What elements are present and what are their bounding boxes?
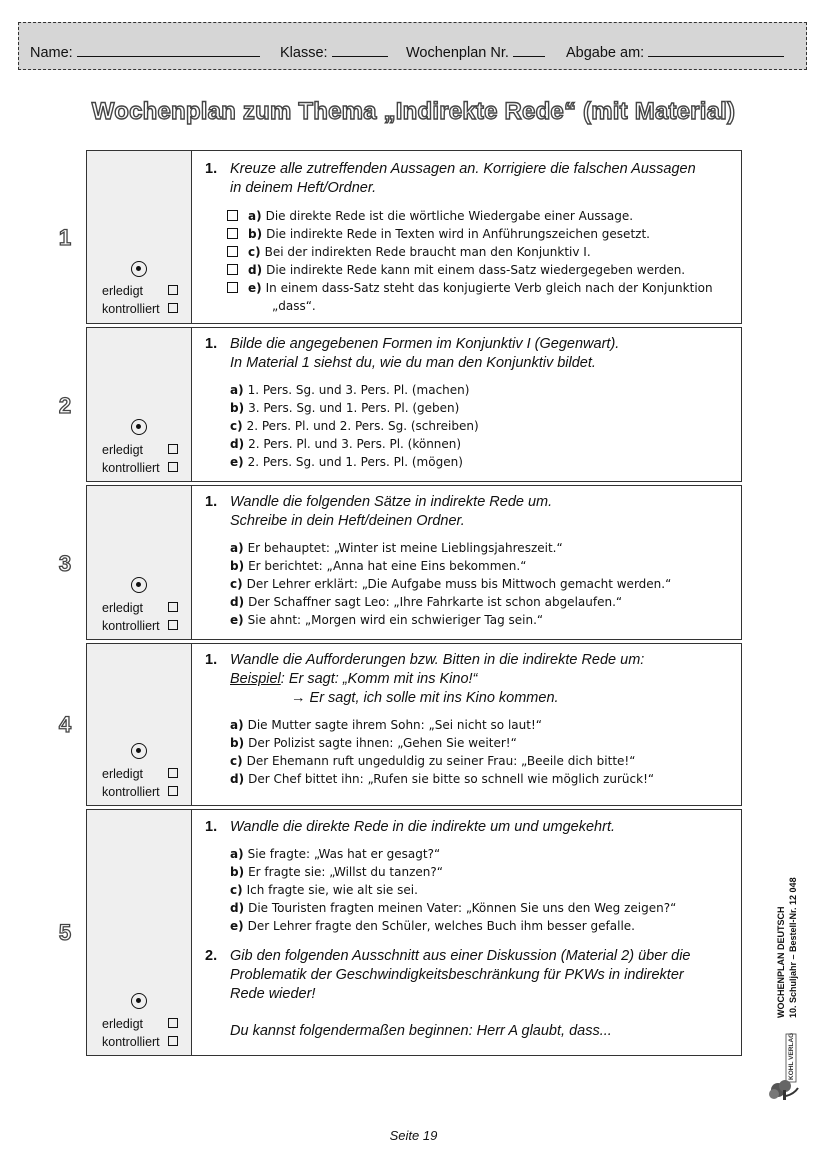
list-item: a) Die direkte Rede ist die wörtliche Wiedergabe einer Aussage. [227, 207, 733, 225]
task: 1. Wandle die direkte Rede in die indirekte um und umgekehrt. [205, 819, 616, 835]
block-number: 3 [58, 551, 72, 576]
list-item: a) 1. Pers. Sg. und 3. Pers. Pl. (machen) [230, 383, 470, 397]
list-item: c) Der Lehrer erklärt: „Die Aufgabe muss bis Mittwoch gemacht werden.“ [230, 577, 672, 591]
checkbox-icon[interactable] [168, 1018, 178, 1028]
task: 1. Bilde die angegebenen Formen im Konjunktiv I (Gegenwart). In Material 1 siehst du, wie du man den Konjunktiv bildet. [205, 336, 620, 371]
target-icon [131, 743, 147, 759]
list-item: d) Die indirekte Rede kann mit einem dass-Satz wiedergegeben werden. [227, 261, 733, 279]
checkbox-icon[interactable] [168, 462, 178, 472]
class-field[interactable]: Klasse: [280, 43, 388, 61]
due-date-line[interactable] [648, 43, 784, 57]
name-line[interactable] [77, 43, 260, 57]
list-item: b) Er berichtet: „Anna hat eine Eins bekommen.“ [230, 559, 527, 573]
list-item: e) Der Lehrer fragte den Schüler, welches Buch ihm besser gefalle. [230, 919, 635, 933]
checkbox-icon[interactable] [227, 210, 238, 221]
list-item-continuation: „dass“. [272, 299, 316, 313]
checked-checkbox[interactable]: kontrolliert [102, 1035, 160, 1049]
target-icon [131, 993, 147, 1009]
list-item: c) Der Ehemann ruft ungeduldig zu seiner Frau: „Beeile dich bitte!“ [230, 754, 636, 768]
publisher-logo [768, 1030, 804, 1102]
task-block-3 [58, 485, 742, 640]
example-label: Beispiel [230, 671, 281, 687]
checked-checkbox[interactable]: kontrolliert [102, 785, 160, 799]
task: 1. Kreuze alle zutreffenden Aussagen an. Korrigiere die falschen Aussagen in deinem Heft/Ordner. [205, 161, 696, 196]
task-block-4 [58, 643, 742, 806]
checkbox-icon[interactable] [168, 303, 178, 313]
list-item: a) Die Mutter sagte ihrem Sohn: „Sei nicht so laut!“ [230, 718, 542, 732]
list-item: c) Bei der indirekten Rede braucht man den Konjunktiv I. [227, 243, 733, 261]
status-column [87, 328, 192, 481]
list-item: c) 2. Pers. Pl. und 2. Pers. Sg. (schreiben) [230, 419, 479, 433]
target-icon [131, 419, 147, 435]
block-number: 5 [58, 920, 72, 945]
list-item: d) 2. Pers. Pl. und 3. Pers. Pl. (können) [230, 437, 462, 451]
block-number: 1 [58, 225, 72, 250]
status-column [87, 151, 192, 323]
task-block-1 [58, 150, 742, 324]
header-bar [18, 22, 807, 70]
list-item: b) 3. Pers. Sg. und 1. Pers. Pl. (geben) [230, 401, 460, 415]
list-item: e) In einem dass-Satz steht das konjugierte Verb gleich nach der Konjunktion [227, 279, 733, 297]
list-item: c) Ich fragte sie, wie alt sie sei. [230, 883, 418, 897]
done-checkbox[interactable]: erledigt [102, 284, 143, 298]
status-column [87, 810, 192, 1055]
plan-number-line[interactable] [513, 43, 545, 57]
task-block-5 [58, 809, 742, 1056]
list-item: b) Er fragte sie: „Willst du tanzen?“ [230, 865, 443, 879]
side-imprint [772, 850, 812, 1030]
block-number: 4 [58, 712, 72, 737]
list-item: b) Der Polizist sagte ihnen: „Gehen Sie weiter!“ [230, 736, 517, 750]
checked-checkbox[interactable]: kontrolliert [102, 619, 160, 633]
task: 2. Gib den folgenden Ausschnitt aus einer Diskussion (Material 2) über die Problematik der Geschwindigkeitsbeschränkung für PKWs in indirekter Rede wieder! Du kannst folgendermaßen beginnen: Herr A glaubt, dass... [205, 947, 733, 1041]
checkbox-icon[interactable] [168, 786, 178, 796]
checkbox-icon[interactable] [227, 246, 238, 257]
checkbox-icon[interactable] [168, 285, 178, 295]
list-item: d) Der Schaffner sagt Leo: „Ihre Fahrkarte ist schon abgelaufen.“ [230, 595, 623, 609]
task: 1. Wandle die Aufforderungen bzw. Bitten in die indirekte Rede um: Beispiel: Er sagt: „Komm mit ins Kino!“ → Er sagt, ich solle mit ins Kino kommen. [205, 651, 733, 708]
list-item: b) Die indirekte Rede in Texten wird in Anführungszeichen gesetzt. [227, 225, 733, 243]
checkbox-icon[interactable] [227, 228, 238, 239]
done-checkbox[interactable]: erledigt [102, 1017, 143, 1031]
checked-checkbox[interactable]: kontrolliert [102, 461, 160, 475]
side-title: WOCHENPLAN DEUTSCH [776, 906, 786, 1018]
checkbox-icon[interactable] [168, 620, 178, 630]
checkbox-icon[interactable] [168, 768, 178, 778]
name-field[interactable]: Name: [30, 43, 260, 61]
checkbox-icon[interactable] [168, 602, 178, 612]
publisher-name: KOHL VERLAG [788, 1032, 795, 1080]
status-column [87, 644, 192, 805]
list-item: e) 2. Pers. Sg. und 1. Pers. Pl. (mögen) [230, 455, 463, 469]
page-number: Seite 19 [389, 1128, 438, 1143]
page-title: Wochenplan zum Thema „Indirekte Rede“ (mit Material) [91, 98, 736, 125]
list-item: a) Er behauptet: „Winter ist meine Lieblingsjahreszeit.“ [230, 541, 563, 555]
due-date-field[interactable]: Abgabe am: [566, 43, 784, 61]
tree-icon [768, 1030, 804, 1102]
status-column [87, 486, 192, 639]
block-number: 2 [58, 393, 72, 418]
checkbox-icon[interactable] [227, 264, 238, 275]
list-item: d) Die Touristen fragten meinen Vater: „Können Sie uns den Weg zeigen?“ [230, 901, 677, 915]
checkbox-icon[interactable] [168, 1036, 178, 1046]
done-checkbox[interactable]: erledigt [102, 767, 143, 781]
task-block-2 [58, 327, 742, 482]
checkbox-icon[interactable] [227, 282, 238, 293]
checked-checkbox[interactable]: kontrolliert [102, 302, 160, 316]
task: 1. Wandle die folgenden Sätze in indirekte Rede um. Schreibe in dein Heft/deinen Ordner. [205, 494, 553, 529]
list-item: e) Sie ahnt: „Morgen wird ein schwieriger Tag sein.“ [230, 613, 544, 627]
plan-number-field[interactable]: Wochenplan Nr. [406, 43, 545, 61]
done-checkbox[interactable]: erledigt [102, 443, 143, 457]
list-item: d) Der Chef bittet ihn: „Rufen sie bitte so schnell wie möglich zurück!“ [230, 772, 655, 786]
checkbox-icon[interactable] [168, 444, 178, 454]
task-hint: Du kannst folgendermaßen beginnen: Herr A glaubt, dass... [230, 1023, 612, 1039]
target-icon [131, 577, 147, 593]
example-result: → Er sagt, ich solle mit ins Kino kommen. [291, 690, 559, 706]
target-icon [131, 261, 147, 277]
class-line[interactable] [332, 43, 388, 57]
list-item: a) Sie fragte: „Was hat er gesagt?“ [230, 847, 441, 861]
side-order-number: 10. Schuljahr – Bestell-Nr. 12 048 [788, 877, 798, 1018]
done-checkbox[interactable]: erledigt [102, 601, 143, 615]
